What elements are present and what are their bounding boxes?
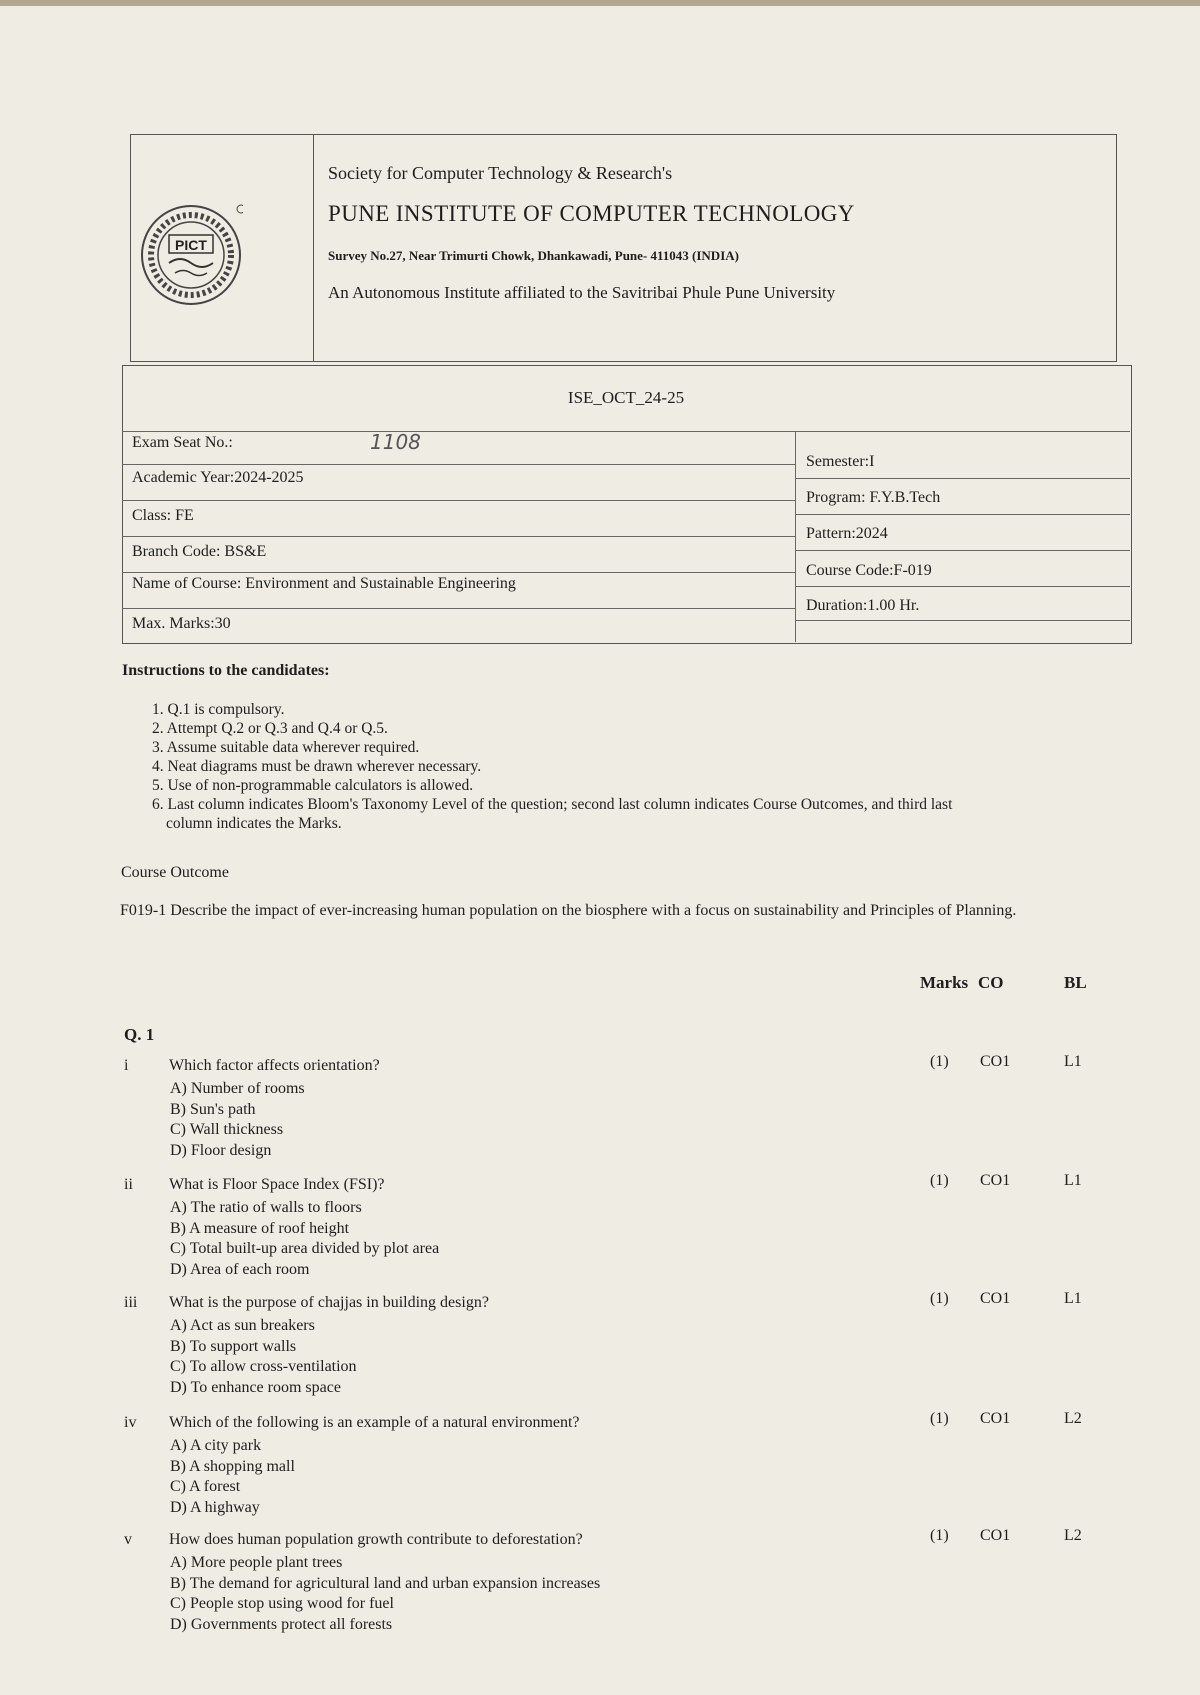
table-divider — [795, 550, 1130, 551]
duration: Duration:1.00 Hr. — [806, 597, 920, 614]
question-options — [170, 1198, 439, 1280]
option: D) Governments protect all forests — [170, 1615, 393, 1633]
instruction-item: 3. Assume suitable data wherever required. — [152, 739, 420, 756]
question-marks: (1) — [930, 1410, 949, 1427]
table-divider — [795, 586, 1130, 587]
option: B) To support walls — [170, 1337, 297, 1355]
question-number: iii — [124, 1294, 138, 1311]
institute-header — [130, 134, 1117, 362]
question-options — [170, 1316, 357, 1398]
marks-column-header: Marks — [920, 973, 969, 992]
option: D) Floor design — [170, 1141, 272, 1159]
table-divider — [122, 431, 1130, 432]
logo-text: PICT — [175, 237, 207, 253]
pict-logo-icon — [139, 203, 243, 307]
question-marks: (1) — [930, 1053, 949, 1070]
table-divider — [795, 514, 1130, 515]
question-bl: L1 — [1064, 1053, 1082, 1070]
question-co: CO1 — [980, 1053, 1011, 1070]
option: A) The ratio of walls to floors — [170, 1199, 362, 1216]
institute-name: PUNE INSTITUTE OF COMPUTER TECHNOLOGY — [328, 201, 855, 226]
option: B) Sun's path — [170, 1100, 256, 1118]
table-divider — [122, 536, 795, 537]
instruction-item: column indicates the Marks. — [166, 815, 342, 832]
option: D) To enhance room space — [170, 1378, 341, 1396]
option: C) Wall thickness — [170, 1121, 284, 1138]
question-co: CO1 — [980, 1290, 1011, 1307]
table-column-divider — [795, 431, 796, 642]
question-co: CO1 — [980, 1172, 1011, 1189]
course-outcome-title: Course Outcome — [121, 864, 229, 881]
option: A) Number of rooms — [170, 1080, 305, 1097]
option: A) A city park — [170, 1437, 262, 1454]
seat-number-handwritten: 1108 — [370, 430, 421, 454]
option: C) To allow cross-ventilation — [170, 1358, 357, 1375]
table-divider — [122, 464, 795, 465]
question-stem: Which factor affects orientation? — [169, 1057, 380, 1074]
academic-year: Academic Year:2024-2025 — [132, 469, 304, 486]
option: B) A shopping mall — [170, 1457, 295, 1475]
bl-column-header: BL — [1064, 973, 1087, 992]
table-divider — [122, 608, 795, 609]
course-outcome-text: F019-1 Describe the impact of ever-increasing human population on the biosphere with a focus on sustainability and Principles of Planning. — [120, 902, 1017, 919]
semester: Semester:I — [806, 453, 875, 470]
program: Program: F.Y.B.Tech — [806, 489, 941, 506]
question-number: ii — [124, 1176, 133, 1193]
max-marks: Max. Marks:30 — [132, 615, 231, 632]
question-stem: Which of the following is an example of a natural environment? — [169, 1414, 580, 1431]
table-divider — [122, 572, 795, 573]
question-bl: L2 — [1064, 1410, 1082, 1427]
option: C) A forest — [170, 1478, 241, 1495]
question-options — [170, 1079, 305, 1161]
question-marks: (1) — [930, 1527, 949, 1544]
course-name: Name of Course: Environment and Sustainable Engineering — [132, 575, 516, 592]
question-stem: What is the purpose of chajjas in building design? — [169, 1294, 489, 1311]
question-marks: (1) — [930, 1172, 949, 1189]
option: D) A highway — [170, 1498, 260, 1516]
pattern: Pattern:2024 — [806, 525, 888, 542]
question-co: CO1 — [980, 1527, 1011, 1544]
option: C) Total built-up area divided by plot area — [170, 1240, 440, 1257]
question-number: iv — [124, 1414, 137, 1431]
option: B) A measure of roof height — [170, 1219, 350, 1237]
option: A) Act as sun breakers — [170, 1317, 315, 1334]
question-bl: L1 — [1064, 1172, 1082, 1189]
question-options — [170, 1436, 295, 1518]
course-code: Course Code:F-019 — [806, 562, 932, 579]
option: B) The demand for agricultural land and urban expansion increases — [170, 1574, 601, 1592]
affiliation: An Autonomous Institute affiliated to the Savitribai Phule Pune University — [328, 283, 836, 302]
question-stem: How does human population growth contribute to deforestation? — [169, 1531, 583, 1548]
branch-code: Branch Code: BS&E — [132, 543, 267, 560]
header-text — [323, 135, 1116, 361]
class: Class: FE — [132, 507, 194, 524]
instructions-list — [152, 700, 1132, 833]
question-options — [170, 1553, 600, 1635]
co-column-header: CO — [978, 973, 1004, 992]
table-divider — [122, 500, 795, 501]
table-divider — [795, 620, 1130, 621]
question-bl: L1 — [1064, 1290, 1082, 1307]
exam-code: ISE_OCT_24-25 — [567, 388, 685, 407]
institute-address: Survey No.27, Near Trimurti Chowk, Dhankawadi, Pune- 411043 (INDIA) — [328, 248, 739, 263]
question-number: i — [124, 1057, 129, 1074]
scan-edge — [0, 0, 1200, 6]
society-name: Society for Computer Technology & Research's — [328, 163, 673, 183]
instruction-item: 1. Q.1 is compulsory. — [152, 701, 285, 718]
question-marks: (1) — [930, 1290, 949, 1307]
option: C) People stop using wood for fuel — [170, 1595, 394, 1612]
question-1-heading: Q. 1 — [124, 1025, 155, 1044]
instruction-item: 6. Last column indicates Bloom's Taxonomy Level of the question; second last column indicates Course Outcomes, and third last — [152, 796, 953, 813]
table-divider — [795, 478, 1130, 479]
question-number: v — [124, 1531, 132, 1548]
instructions-title: Instructions to the candidates: — [122, 662, 330, 679]
option: A) More people plant trees — [170, 1554, 343, 1571]
question-co: CO1 — [980, 1410, 1011, 1427]
instruction-item: 5. Use of non-programmable calculators is allowed. — [152, 777, 474, 794]
question-stem: What is Floor Space Index (FSI)? — [169, 1176, 385, 1193]
seat-label: Exam Seat No.: — [132, 434, 233, 451]
instruction-item: 2. Attempt Q.2 or Q.3 and Q.4 or Q.5. — [152, 720, 388, 737]
instruction-item: 4. Neat diagrams must be drawn wherever necessary. — [152, 758, 482, 775]
option: D) Area of each room — [170, 1260, 310, 1278]
question-bl: L2 — [1064, 1527, 1082, 1544]
logo-cell — [131, 135, 314, 361]
